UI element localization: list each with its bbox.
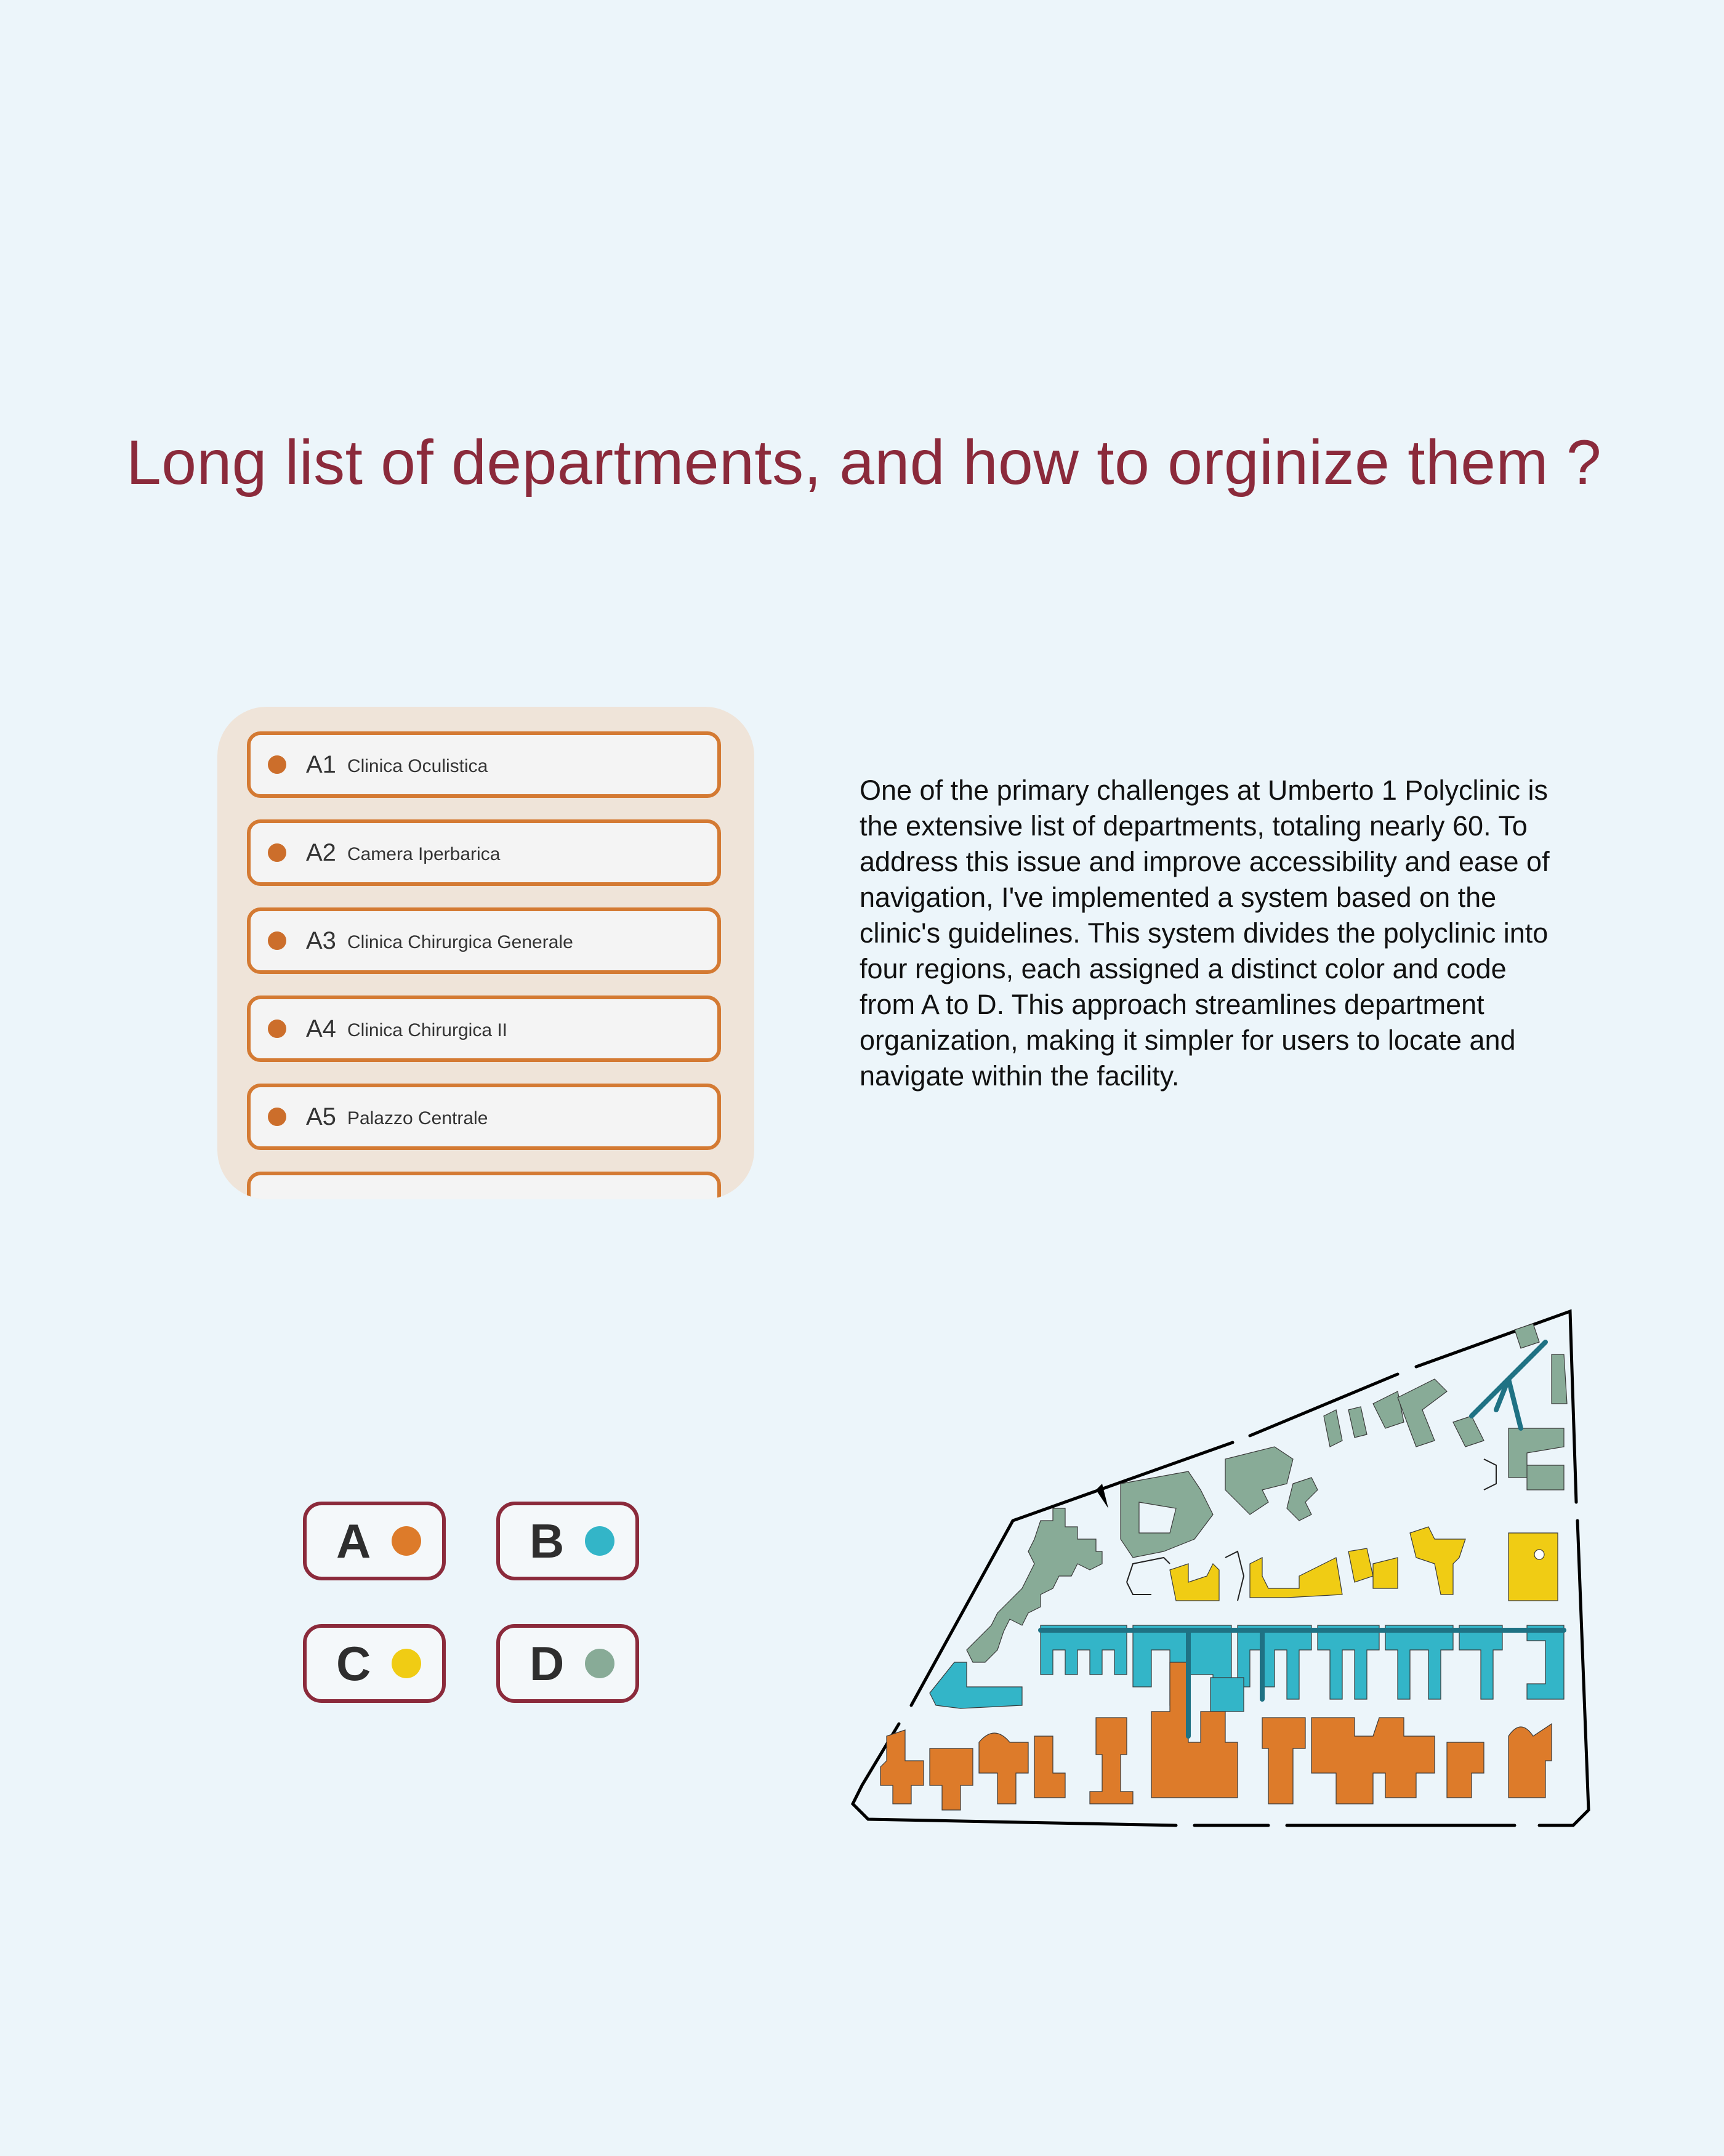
legend-letter: D (530, 1636, 565, 1691)
department-name: Clinica Oculistica (347, 756, 488, 776)
department-code: A2 (306, 839, 336, 866)
building (1447, 1742, 1484, 1798)
building (1210, 1678, 1244, 1712)
department-name: Clinica Chirurgica II (347, 1020, 508, 1040)
building (1348, 1548, 1398, 1588)
building (1262, 1718, 1305, 1804)
building-courtyard (1534, 1550, 1544, 1559)
department-list-card (217, 707, 754, 1199)
department-code: A5 (306, 1103, 336, 1130)
building (880, 1730, 924, 1804)
building (1509, 1724, 1552, 1798)
legend-chip-b (496, 1502, 639, 1580)
legend-letter: B (530, 1513, 565, 1568)
region-d-dot-icon (585, 1649, 614, 1678)
legend-letter: A (336, 1513, 371, 1568)
department-item-a3[interactable] (247, 907, 721, 974)
region-a-dot-icon (268, 755, 286, 774)
building (1090, 1718, 1133, 1804)
department-code: A3 (306, 927, 336, 954)
region-c-buildings (1170, 1527, 1558, 1601)
campus-map (844, 1305, 1607, 1847)
building (1170, 1564, 1219, 1601)
department-item-partial[interactable] (247, 1172, 721, 1199)
building (930, 1662, 1022, 1708)
building (1453, 1416, 1484, 1447)
legend-letter: C (336, 1636, 371, 1691)
building (1398, 1379, 1447, 1447)
building (930, 1748, 973, 1810)
region-b-buildings (930, 1625, 1564, 1712)
building (1034, 1736, 1065, 1798)
region-a-dot-icon (268, 1108, 286, 1126)
building (1238, 1625, 1311, 1699)
building (1410, 1527, 1465, 1595)
region-a-dot-icon (268, 1020, 286, 1038)
region-a-dot-icon (268, 931, 286, 950)
department-item-a5[interactable] (247, 1084, 721, 1150)
road (1484, 1459, 1496, 1490)
building (1385, 1625, 1453, 1699)
region-b-dot-icon (585, 1526, 614, 1556)
building (1527, 1625, 1564, 1699)
department-item-a4[interactable] (247, 996, 721, 1062)
building (1459, 1625, 1502, 1699)
legend-chip-d (496, 1624, 639, 1703)
region-c-dot-icon (392, 1649, 421, 1678)
building (1250, 1558, 1342, 1598)
description-text: One of the primary challenges at Umberto 1 Polyclinic is the extensive list of departments, totaling nearly 60. To address this issue and improve accessibility and ease of navigation, I've implemented a system based on the clinic's guidelines. This system divides the polyclinic into four regions, each assigned a distinct color and code from A to D. This approach streamlines department organization, making it simpler for users to locate and navigate within the facility. (860, 774, 1550, 1092)
department-code: A1 (306, 750, 336, 778)
department-item-a1[interactable] (247, 731, 721, 798)
building (1509, 1533, 1558, 1601)
department-name: Clinica Chirurgica Generale (347, 932, 573, 952)
legend-chip-a (303, 1502, 446, 1580)
region-a-dot-icon (268, 843, 286, 862)
building (1121, 1471, 1213, 1558)
department-code: A4 (306, 1015, 336, 1042)
building (979, 1733, 1028, 1804)
road (1225, 1551, 1244, 1601)
building (1318, 1625, 1379, 1699)
building (1225, 1447, 1293, 1514)
legend-chip-c (303, 1624, 446, 1703)
page-title: Long list of departments, and how to orginize them ? (126, 427, 1602, 497)
building (1287, 1478, 1318, 1521)
corridor (1472, 1342, 1545, 1428)
building (1311, 1718, 1435, 1804)
department-name: Palazzo Centrale (347, 1108, 488, 1128)
department-item-a2[interactable] (247, 819, 721, 886)
region-d-buildings (967, 1324, 1567, 1662)
department-name: Camera Iperbarica (347, 844, 501, 864)
region-a-dot-icon (392, 1526, 421, 1556)
road (1127, 1558, 1170, 1595)
